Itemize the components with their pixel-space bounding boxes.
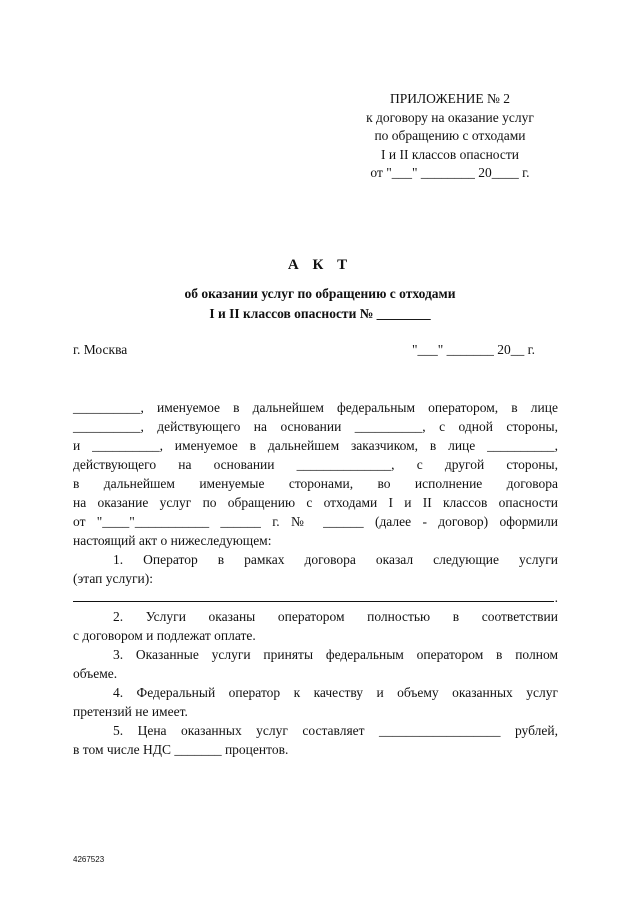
item-5-line: 5. Цена оказанных услуг составляет __________________ рублей, <box>113 723 558 738</box>
act-subtitle <box>0 284 640 324</box>
item-1-blank-period: . <box>554 590 558 605</box>
item-2-line: 2. Услуги оказаны оператором полностью в соответствии <box>113 609 558 624</box>
item-4-line: 4. Федеральный оператор к качеству и объему оказанных услуг <box>113 685 558 700</box>
appendix-line: по обращению с отходами <box>374 128 526 143</box>
preamble-line: в дальнейшем именуемые сторонами, во исполнение договора <box>73 476 558 491</box>
appendix-line: I и II классов опасности <box>381 146 519 162</box>
act-subtitle-line: об оказании услуг по обращению с отходами <box>184 286 456 301</box>
item-3-line: объеме. <box>73 666 118 681</box>
appendix-line: к договору на оказание услуг <box>366 109 534 125</box>
act-body <box>73 398 558 759</box>
appendix-date-line: от "___" ________ 20____ г. <box>370 165 530 180</box>
preamble-line: и __________, именуемое в дальнейшем заказчиком, в лице __________, <box>73 438 558 453</box>
appendix-header <box>345 90 555 183</box>
item-1-blank-rule <box>73 601 554 602</box>
appendix-number: ПРИЛОЖЕНИЕ № 2 <box>389 91 511 106</box>
preamble-line: на оказание услуг по обращению с отходами I и II классов опасности <box>73 495 558 510</box>
document-code: 4267523 <box>73 855 105 864</box>
item-3-line: 3. Оказанные услуги приняты федеральным оператором в полном <box>113 647 558 662</box>
item-5-line: в том числе НДС _______ процентов. <box>73 742 289 757</box>
preamble-line: от "____"___________ ______ г. № ______ (далее - договор) оформили <box>73 514 558 529</box>
preamble-line: __________, именуемое в дальнейшем федеральным оператором, в лице <box>73 400 558 415</box>
preamble-line: настоящий акт о нижеследующем: <box>73 533 272 548</box>
preamble-line: __________, действующего на основании __________, с одной стороны, <box>73 419 558 434</box>
item-1-blank <box>73 588 558 607</box>
item-4-line: претензий не имеет. <box>73 704 188 719</box>
city-label: г. Москва <box>73 342 128 357</box>
item-1-line: 1. Оператор в рамках договора оказал следующие услуги <box>113 552 558 567</box>
act-subtitle-line: I и II классов опасности № ________ <box>209 306 431 321</box>
act-date: "___" _______ 20__ г. <box>412 342 536 357</box>
act-title: А К Т <box>287 257 353 273</box>
item-2-line: с договором и подлежат оплате. <box>73 628 256 643</box>
item-1-line: (этап услуги): <box>73 571 154 586</box>
preamble-line: действующего на основании ______________, с другой стороны, <box>73 457 558 472</box>
